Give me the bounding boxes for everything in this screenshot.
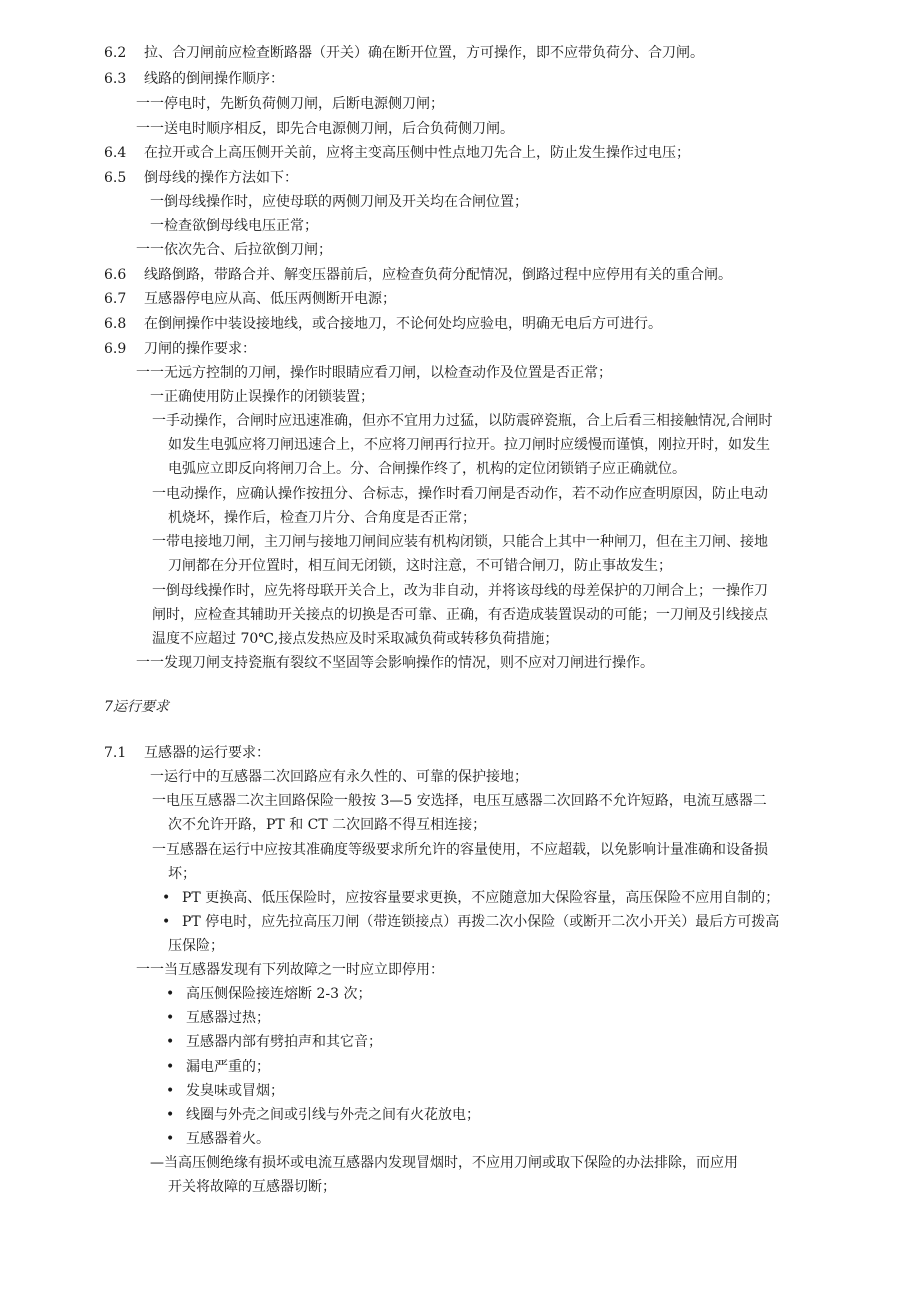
clause-text: 倒母线的操作方法如下： <box>144 170 298 186</box>
clause-number: 6.3 <box>104 71 127 87</box>
list-item: 一运行中的互感器二次回路应有永久性的、可靠的保护接地； <box>150 769 528 785</box>
bullet-icon: • <box>166 1010 175 1026</box>
bullet-item <box>162 910 779 934</box>
list-item: 一电压互感器二次主回路保险一般按 3—5 安选择，电压互感器二次回路不允许短路，电流互感器二 <box>152 793 767 809</box>
list-item: 一一无远方控制的刀闸，操作时眼睛应看刀闸，以检查动作及位置是否正常； <box>136 365 612 381</box>
list-item-continuation: 闸时，应检查其辅助开关接点的切换是否可靠、正确，有否造成装置误动的可能；一刀闸及引线接点 <box>152 607 768 623</box>
clause-6-6 <box>104 263 732 287</box>
clause-number: 6.8 <box>104 316 127 332</box>
list-item: 一互感器在运行中应按其准确度等级要求所允许的容量使用，不应超载，以免影响计量准确和设备损 <box>152 842 768 858</box>
list-item-continuation: 温度不应超过 70℃,接点发热应及时采取减负荷或转移负荷措施； <box>152 631 559 647</box>
bullet-item <box>166 982 371 1006</box>
bullet-item-continuation: 压保险； <box>168 938 224 954</box>
clause-7-1 <box>104 741 270 765</box>
clause-6-7 <box>104 287 396 311</box>
bullet-text: 线圈与外壳之间或引线与外壳之间有火花放电； <box>186 1107 480 1123</box>
clause-6-4 <box>104 141 690 165</box>
bullet-icon: • <box>166 1059 175 1075</box>
list-item: 一手动操作，合闸时应迅速准确，但亦不宜用力过猛，以防震碎瓷瓶，合上后看三相接触情况,合闸时 <box>152 413 773 429</box>
clause-number: 6.9 <box>104 341 127 357</box>
clause-text: 线路倒路，带路合并、解变压器前后，应检查负荷分配情况，倒路过程中应停用有关的重合闸。 <box>144 267 732 283</box>
clause-text: 在拉开或合上高压侧开关前，应将主变高压侧中性点地刀先合上，防止发生操作过电压； <box>144 145 690 161</box>
list-item: 一带电接地刀闸，主刀闸与接地刀闸间应装有机构闭锁，只能合上其中一种闸刀，但在主刀闸、接地 <box>152 534 768 550</box>
bullet-item <box>166 1103 480 1127</box>
clause-number: 6.5 <box>104 170 127 186</box>
clause-number: 6.7 <box>104 291 127 307</box>
clause-number: 6.2 <box>104 45 127 61</box>
bullet-text: 漏电严重的； <box>186 1059 270 1075</box>
list-item-continuation: 机烧坏，操作后，检查刀片分、合角度是否正常； <box>168 510 476 526</box>
list-item: 一倒母线操作时，应使母联的两侧刀闸及开关均在合闸位置； <box>150 194 528 210</box>
bullet-text: 高压侧保险接连熔断 2-3 次； <box>186 986 372 1002</box>
list-item-continuation: 次不允许开路，PT 和 CT 二次回路不得互相连接； <box>168 817 487 833</box>
clause-text: 在倒闸操作中装设接地线，或合接地刀，不论何处均应验电，明确无电后方可进行。 <box>144 316 662 332</box>
list-item-continuation: 电弧应立即反向将闸刀合上。分、合闸操作终了，机构的定位闭锁销子应正确就位。 <box>168 461 686 477</box>
bullet-text: PT 更换高、低压保险时，应按容量要求更换，不应随意加大保险容量，高压保险不应用自制的； <box>182 890 780 906</box>
bullet-text: 互感器内部有劈拍声和其它音； <box>186 1034 382 1050</box>
bullet-text: 发臭味或冒烟； <box>186 1083 284 1099</box>
list-item-continuation: 坏； <box>168 866 196 882</box>
clause-text: 互感器的运行要求： <box>144 745 270 761</box>
bullet-text: PT 停电时，应先拉高压刀闸（带连锁接点）再拨二次小保险（或断开二次小开关）最后方可拨高 <box>182 914 780 930</box>
clause-number: 6.6 <box>104 267 127 283</box>
list-item: 一电动操作，应确认操作按扭分、合标志，操作时看刀闸是否动作，若不动作应查明原因，防止电动 <box>152 486 768 502</box>
list-item-continuation: 刀闸都在分开位置时，相互间无闭锁，这时注意，不可错合闸刀，防止事故发生； <box>168 558 672 574</box>
list-item: 一一依次先合、后拉欲倒刀闸； <box>136 242 332 258</box>
bullet-text: 互感器过热； <box>186 1010 270 1026</box>
list-item-continuation: 开关将故障的互感器切断； <box>168 1179 336 1195</box>
list-item: —当高压侧绝缘有损坏或电流互感器内发现冒烟时，不应用刀闸或取下保险的办法排除，而应用 <box>150 1155 738 1171</box>
clause-6-2 <box>104 41 704 65</box>
list-item: 一一停电时，先断负荷侧刀闸，后断电源侧刀闸； <box>136 96 444 112</box>
list-item: 一一发现刀闸支持瓷瓶有裂纹不坚固等会影响操作的情况，则不应对刀闸进行操作。 <box>136 655 654 671</box>
bullet-item <box>166 1127 270 1151</box>
bullet-item <box>162 886 779 910</box>
list-item: 一检查欲倒母线电压正常； <box>150 218 318 234</box>
bullet-icon: • <box>166 986 175 1002</box>
list-item-continuation: 如发生电弧应将刀闸迅速合上，不应将刀闸再行拉开。拉刀闸时应缓慢而谨慎，刚拉开时，如发生 <box>168 437 770 453</box>
clause-6-8 <box>104 312 662 336</box>
clause-text: 刀闸的操作要求： <box>144 341 256 357</box>
bullet-item <box>166 1079 284 1103</box>
clause-text: 互感器停电应从高、低压两侧断开电源； <box>144 291 396 307</box>
bullet-icon: • <box>166 1107 175 1123</box>
list-item: 一一送电时顺序相反，即先合电源侧刀闸，后合负荷侧刀闸。 <box>136 121 514 137</box>
clause-text: 线路的倒闸操作顺序： <box>144 71 284 87</box>
section-heading: 7运行要求 <box>104 699 169 715</box>
clause-6-3 <box>104 67 284 91</box>
list-item: 一一当互感器发现有下列故障之一时应立即停用： <box>136 962 444 978</box>
list-item: 一正确使用防止误操作的闭锁装置； <box>150 389 374 405</box>
bullet-icon: • <box>166 1034 175 1050</box>
bullet-icon: • <box>166 1083 175 1099</box>
bullet-item <box>166 1030 382 1054</box>
bullet-icon: • <box>162 890 171 906</box>
bullet-text: 互感器着火。 <box>186 1131 270 1147</box>
list-item: 一倒母线操作时，应先将母联开关合上，改为非自动，并将该母线的母差保护的刀闸合上；一操作刀 <box>152 583 768 599</box>
clause-6-9 <box>104 337 256 361</box>
bullet-icon: • <box>162 914 171 930</box>
clause-text: 拉、合刀闸前应检查断路器（开关）确在断开位置，方可操作，即不应带负荷分、合刀闸。 <box>144 45 704 61</box>
bullet-item <box>166 1055 270 1079</box>
clause-number: 6.4 <box>104 145 127 161</box>
clause-number: 7.1 <box>104 745 127 761</box>
bullet-item <box>166 1006 270 1030</box>
bullet-icon: • <box>166 1131 175 1147</box>
clause-6-5 <box>104 166 298 190</box>
